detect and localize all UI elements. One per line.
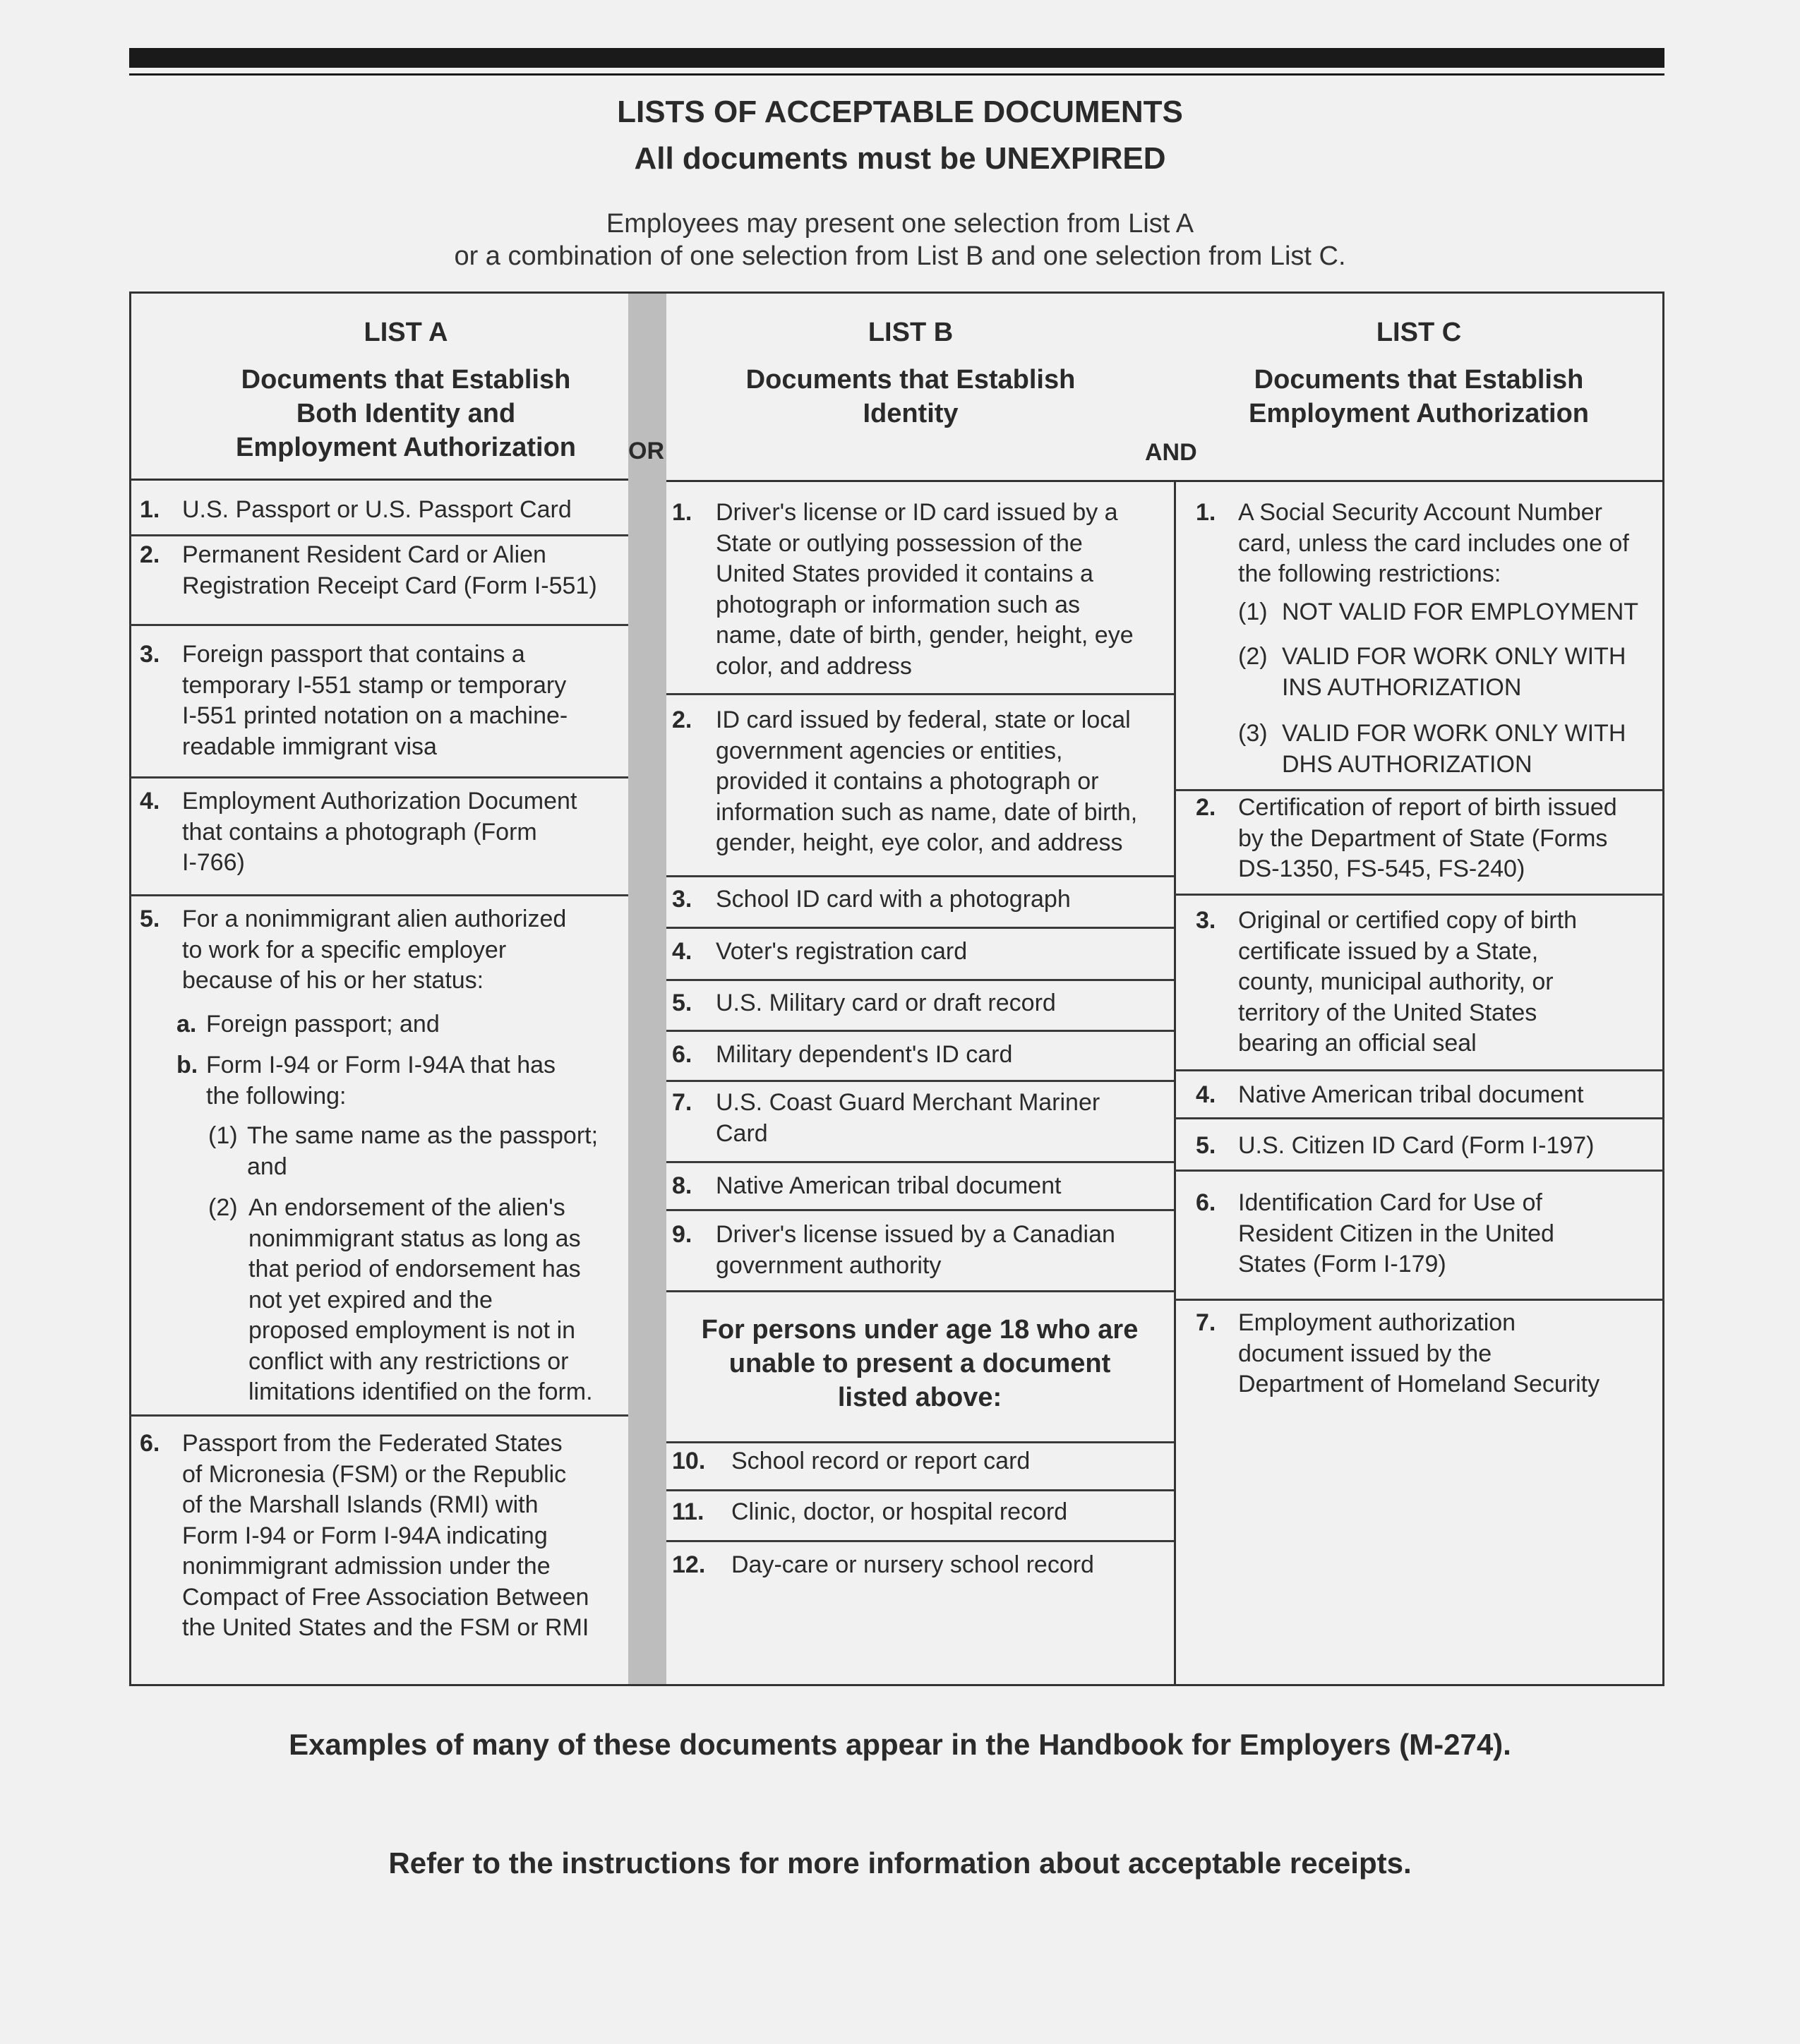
list-b-row-divider <box>666 1290 1174 1292</box>
list-c-item-3-line-5: bearing an official seal <box>1238 1030 1477 1057</box>
intro-line-1: Employees may present one selection from List A <box>606 209 1194 239</box>
list-a-item-5-sub-a-text <box>206 1009 440 1040</box>
footer-handbook-note: Examples of many of these documents appear in the Handbook for Employers (M-274). <box>289 1728 1511 1761</box>
page-subtitle: All documents must be UNEXPIRED <box>634 141 1166 176</box>
list-c-item-3-line-2: certificate issued by a State, <box>1238 937 1539 965</box>
list-b-minor-item-text <box>731 1497 1067 1528</box>
list-c-item-number: 6. <box>1196 1189 1216 1216</box>
list-c-item-text <box>1238 498 1629 590</box>
list-a-item-6-line-3: of the Marshall Islands (RMI) with <box>182 1491 539 1518</box>
list-b-item-7-line-1: U.S. Coast Guard Merchant Mariner <box>716 1089 1100 1116</box>
list-a-item-text <box>182 904 566 997</box>
list-a-item-5-sub-b-1-line-1: The same name as the passport; <box>247 1122 599 1149</box>
list-b-item-number: 9. <box>672 1221 692 1248</box>
list-b-item-text <box>716 1088 1100 1149</box>
list-b-item-9-line-1: Driver's license issued by a Canadian <box>716 1221 1115 1248</box>
list-b-minor-note <box>671 1313 1169 1414</box>
list-a-item-6-line-4: Form I-94 or Form I-94A indicating <box>182 1522 548 1549</box>
list-a-item-number: 1. <box>140 496 160 523</box>
list-c-item-7-line-3: Department of Homeland Security <box>1238 1371 1600 1397</box>
list-b-item-text <box>716 705 1137 859</box>
list-a-description: Documents that Establish Both Identity and Employment Authorization <box>235 365 577 462</box>
list-b-item-text <box>716 937 967 968</box>
list-c-header <box>1193 316 1645 431</box>
list-c-item-number: 3. <box>1196 907 1216 934</box>
list-c-item-7-line-2: document issued by the <box>1238 1340 1492 1367</box>
list-a-item-text <box>182 495 572 526</box>
list-a-row-divider <box>129 534 628 536</box>
and-label: AND <box>1145 439 1197 466</box>
or-label: OR <box>628 438 664 464</box>
list-c-item-1-line-2: card, unless the card includes one of <box>1238 529 1629 557</box>
list-b-minor-item-1-line-1: School record or report card <box>731 1448 1031 1474</box>
list-c-item-7-line-1: Employment authorization <box>1238 1309 1516 1336</box>
list-b-item-text <box>716 884 1071 915</box>
list-c-item-text <box>1238 1188 1554 1280</box>
list-a-item-3-line-2: temporary I-551 stamp or temporary <box>182 671 567 699</box>
list-c-item-1-restriction-3-line-2: DHS AUTHORIZATION <box>1282 750 1532 778</box>
list-b-row-divider <box>666 1540 1174 1542</box>
list-a-item-4-line-2: that contains a photograph (Form <box>182 818 537 846</box>
list-b-item-number: 7. <box>672 1089 692 1116</box>
or-divider-band <box>628 294 666 1684</box>
list-a-item-5-sub-b-2-line-4: not yet expired and the <box>248 1286 493 1313</box>
list-c-item-text <box>1238 793 1617 885</box>
list-a-item-number: 4. <box>140 788 160 814</box>
list-b-minor-item-text <box>731 1550 1094 1581</box>
footer-receipts-note: Refer to the instructions for more information about acceptable receipts. <box>388 1846 1412 1880</box>
list-a-item-text <box>182 540 597 601</box>
list-c-item-number: 1. <box>1196 499 1216 526</box>
list-a-item-5-sub-b-2-text <box>248 1193 593 1408</box>
page-title: LISTS OF ACCEPTABLE DOCUMENTS <box>617 95 1183 129</box>
list-b-description: Documents that Establish Identity <box>745 365 1076 428</box>
list-a-item-5-sub-b-1-label: (1) <box>208 1122 238 1149</box>
list-b-item-1-line-4: photograph or information such as <box>716 591 1080 618</box>
list-a-item-number: 3. <box>140 641 160 668</box>
list-b-item-4-line-1: Voter's registration card <box>716 938 968 965</box>
list-a-item-text <box>182 786 577 879</box>
list-b-item-number: 2. <box>672 707 692 733</box>
list-a-item-5-sub-b-2-line-3: that period of endorsement has <box>248 1256 581 1282</box>
list-a-item-4-line-1: Employment Authorization Document <box>182 788 577 814</box>
list-b-item-1-line-3: United States provided it contains a <box>716 560 1093 587</box>
list-c-row-divider <box>1174 1117 1664 1119</box>
list-b-item-number: 5. <box>672 990 692 1016</box>
list-c-item-1-restriction-1-label: (1) <box>1238 599 1268 625</box>
list-a-item-2-line-1: Permanent Resident Card or Alien <box>182 541 546 568</box>
list-c-item-text <box>1238 906 1577 1059</box>
list-a-item-text <box>182 639 568 762</box>
list-b-item-2-line-1: ID card issued by federal, state or local <box>716 707 1131 733</box>
list-c-item-3-line-1: Original or certified copy of birth <box>1238 907 1577 934</box>
list-a-item-5-sub-b-1-line-2: and <box>247 1153 287 1180</box>
list-a-header <box>141 316 671 464</box>
list-b-minor-note-line-1: For persons under age 18 who are <box>701 1315 1139 1345</box>
list-a-item-6-line-7: the United States and the FSM or RMI <box>182 1614 589 1641</box>
list-a-item-number: 5. <box>140 906 160 932</box>
list-c-item-number: 2. <box>1196 794 1216 821</box>
list-b-minor-item-2-line-1: Clinic, doctor, or hospital record <box>731 1498 1068 1525</box>
list-a-item-3-line-3: I-551 printed notation on a machine- <box>182 702 568 729</box>
list-a-row-divider <box>129 894 628 896</box>
list-c-item-number: 7. <box>1196 1309 1216 1336</box>
list-c-item-1-line-1: A Social Security Account Number <box>1238 499 1602 526</box>
list-b-item-number: 1. <box>672 499 692 526</box>
list-b-item-text <box>716 988 1056 1019</box>
list-c-item-1-restriction-2-text <box>1282 642 1626 703</box>
list-c-item-4-line-1: Native American tribal document <box>1238 1081 1584 1108</box>
header-divider-a <box>129 479 628 481</box>
list-c-item-1-restriction-3-text <box>1282 719 1626 780</box>
list-a-item-5-sub-b-text <box>206 1050 556 1112</box>
list-c-item-2-line-2: by the Department of State (Forms <box>1238 824 1608 852</box>
list-c-row-divider <box>1174 1170 1664 1172</box>
list-b-row-divider <box>666 1080 1174 1082</box>
list-a-item-5-line-2: to work for a specific employer <box>182 936 507 963</box>
list-b-item-1-line-1: Driver's license or ID card issued by a <box>716 499 1118 526</box>
list-b-item-3-line-1: School ID card with a photograph <box>716 886 1071 913</box>
list-c-item-3-line-4: territory of the United States <box>1238 999 1537 1026</box>
list-b-minor-item-number: 10. <box>672 1448 706 1474</box>
list-b-row-divider <box>666 1030 1174 1032</box>
list-b-item-text <box>716 1220 1115 1281</box>
list-a-item-2-line-2: Registration Receipt Card (Form I-551) <box>182 572 597 599</box>
list-b-header <box>671 316 1151 431</box>
list-b-row-divider <box>666 979 1174 981</box>
list-c-row-divider <box>1174 789 1664 791</box>
list-b-item-8-line-1: Native American tribal document <box>716 1172 1062 1199</box>
list-b-minor-note-line-3: listed above: <box>837 1383 1002 1412</box>
list-c-row-divider <box>1174 1299 1664 1301</box>
list-a-item-6-line-1: Passport from the Federated States <box>182 1430 563 1457</box>
list-a-item-5-sub-b-2-line-2: nonimmigrant status as long as <box>248 1225 581 1252</box>
list-b-item-number: 3. <box>672 886 692 913</box>
list-a-item-6-line-2: of Micronesia (FSM) or the Republic <box>182 1460 567 1488</box>
list-b-item-7-line-2: Card <box>716 1119 768 1147</box>
list-b-item-6-line-1: Military dependent's ID card <box>716 1041 1013 1068</box>
list-c-item-text <box>1238 1131 1594 1162</box>
list-b-item-number: 8. <box>672 1172 692 1199</box>
header-rule-thin <box>129 73 1664 76</box>
list-a-row-divider <box>129 1414 628 1417</box>
list-a-row-divider <box>129 776 628 778</box>
list-a-item-number: 2. <box>140 541 160 568</box>
list-b-row-divider <box>666 1489 1174 1491</box>
list-a-item-5-sub-b-line-1: Form I-94 or Form I-94A that has <box>206 1052 556 1078</box>
list-b-minor-item-number: 12. <box>672 1551 706 1578</box>
list-a-item-6-line-6: Compact of Free Association Between <box>182 1583 589 1611</box>
list-a-row-divider <box>129 624 628 626</box>
list-b-item-text <box>716 1171 1061 1202</box>
list-b-item-1-line-2: State or outlying possession of the <box>716 529 1083 557</box>
list-b-item-number: 6. <box>672 1041 692 1068</box>
list-b-minor-item-text <box>731 1446 1030 1477</box>
list-a-item-5-sub-b-2-line-6: conflict with any restrictions or <box>248 1347 569 1375</box>
list-a-title: LIST A <box>364 318 448 347</box>
list-b-minor-item-number: 11. <box>672 1498 704 1525</box>
list-a-item-number: 6. <box>140 1430 160 1457</box>
list-a-item-5-line-3: because of his or her status: <box>182 967 484 994</box>
list-a-item-4-line-3: I-766) <box>182 849 245 876</box>
list-c-item-6-line-1: Identification Card for Use of <box>1238 1189 1542 1216</box>
list-a-item-5-line-1: For a nonimmigrant alien authorized <box>182 906 567 932</box>
list-b-row-divider <box>666 693 1174 695</box>
list-c-item-2-line-1: Certification of report of birth issued <box>1238 794 1617 821</box>
list-c-item-5-line-1: U.S. Citizen ID Card (Form I-197) <box>1238 1132 1595 1159</box>
list-a-item-3-line-1: Foreign passport that contains a <box>182 641 525 668</box>
list-a-item-6-line-5: nonimmigrant admission under the <box>182 1553 551 1580</box>
column-divider-b-c <box>1174 482 1176 1684</box>
list-b-row-divider <box>666 1441 1174 1443</box>
list-b-item-5-line-1: U.S. Military card or draft record <box>716 990 1056 1016</box>
list-c-row-divider <box>1174 1069 1664 1071</box>
list-a-item-5-sub-b-line-2: the following: <box>206 1082 347 1110</box>
list-a-item-5-sub-a-label: a. <box>176 1011 197 1038</box>
list-b-minor-note-line-2: unable to present a document <box>728 1349 1111 1378</box>
list-c-item-6-line-2: Resident Citizen in the United <box>1238 1220 1554 1247</box>
list-b-row-divider <box>666 927 1174 929</box>
list-c-row-divider <box>1174 894 1664 896</box>
list-b-item-9-line-2: government authority <box>716 1251 942 1279</box>
intro-line-2: or a combination of one selection from List B and one selection from List C. <box>454 241 1346 271</box>
list-c-item-number: 4. <box>1196 1081 1216 1108</box>
list-c-item-1-restriction-3-label: (3) <box>1238 720 1268 747</box>
list-b-item-2-line-4: information such as name, date of birth, <box>716 798 1138 826</box>
list-b-item-1-line-5: name, date of birth, gender, height, eye <box>716 622 1134 649</box>
list-c-item-1-line-3: the following restrictions: <box>1238 560 1501 587</box>
list-c-item-1-restriction-1-text <box>1282 597 1638 628</box>
list-b-item-1-line-6: color, and address <box>716 652 912 680</box>
list-a-item-1-line-1: U.S. Passport or U.S. Passport Card <box>182 496 572 523</box>
list-b-row-divider <box>666 1209 1174 1211</box>
list-c-item-3-line-3: county, municipal authority, or <box>1238 968 1554 995</box>
list-b-row-divider <box>666 875 1174 877</box>
list-a-item-5-sub-b-label: b. <box>176 1052 198 1078</box>
list-b-title: LIST B <box>868 318 954 347</box>
list-c-item-text <box>1238 1080 1583 1111</box>
list-a-item-5-sub-b-2-label: (2) <box>208 1194 238 1221</box>
list-c-item-1-restriction-1-line-1: NOT VALID FOR EMPLOYMENT <box>1282 599 1639 625</box>
list-c-item-1-restriction-2-line-1: VALID FOR WORK ONLY WITH <box>1282 643 1626 670</box>
list-b-item-text <box>716 1040 1012 1071</box>
list-b-item-number: 4. <box>672 938 692 965</box>
list-a-item-5-sub-a-line-1: Foreign passport; and <box>206 1011 440 1038</box>
list-c-item-text <box>1238 1308 1600 1400</box>
list-b-item-2-line-3: provided it contains a photograph or <box>716 768 1099 795</box>
list-a-item-5-sub-b-2-line-7: limitations identified on the form. <box>248 1378 593 1405</box>
list-b-item-2-line-5: gender, height, eye color, and address <box>716 829 1123 856</box>
list-c-title: LIST C <box>1376 318 1462 347</box>
list-b-row-divider <box>666 1161 1174 1163</box>
header-divider-bc <box>666 480 1664 482</box>
list-b-minor-item-3-line-1: Day-care or nursery school record <box>731 1551 1094 1578</box>
list-c-item-1-restriction-3-line-1: VALID FOR WORK ONLY WITH <box>1282 720 1626 747</box>
list-c-item-6-line-3: States (Form I-179) <box>1238 1251 1446 1278</box>
list-c-item-2-line-3: DS-1350, FS-545, FS-240) <box>1238 855 1525 882</box>
header-rule-thick <box>129 48 1664 68</box>
list-b-item-text <box>716 498 1134 682</box>
list-a-item-5-sub-b-2-line-5: proposed employment is not in <box>248 1317 576 1344</box>
list-c-item-1-restriction-2-line-2: INS AUTHORIZATION <box>1282 673 1522 701</box>
list-a-item-5-sub-b-1-text <box>247 1121 598 1182</box>
list-c-description: Documents that Establish Employment Authorization <box>1248 365 1590 428</box>
list-c-item-1-restriction-2-label: (2) <box>1238 643 1268 670</box>
list-a-item-5-sub-b-2-line-1: An endorsement of the alien's <box>248 1194 565 1221</box>
list-b-item-2-line-2: government agencies or entities, <box>716 737 1063 764</box>
list-a-item-text <box>182 1429 589 1644</box>
list-a-item-3-line-4: readable immigrant visa <box>182 733 437 760</box>
list-c-item-number: 5. <box>1196 1132 1216 1159</box>
